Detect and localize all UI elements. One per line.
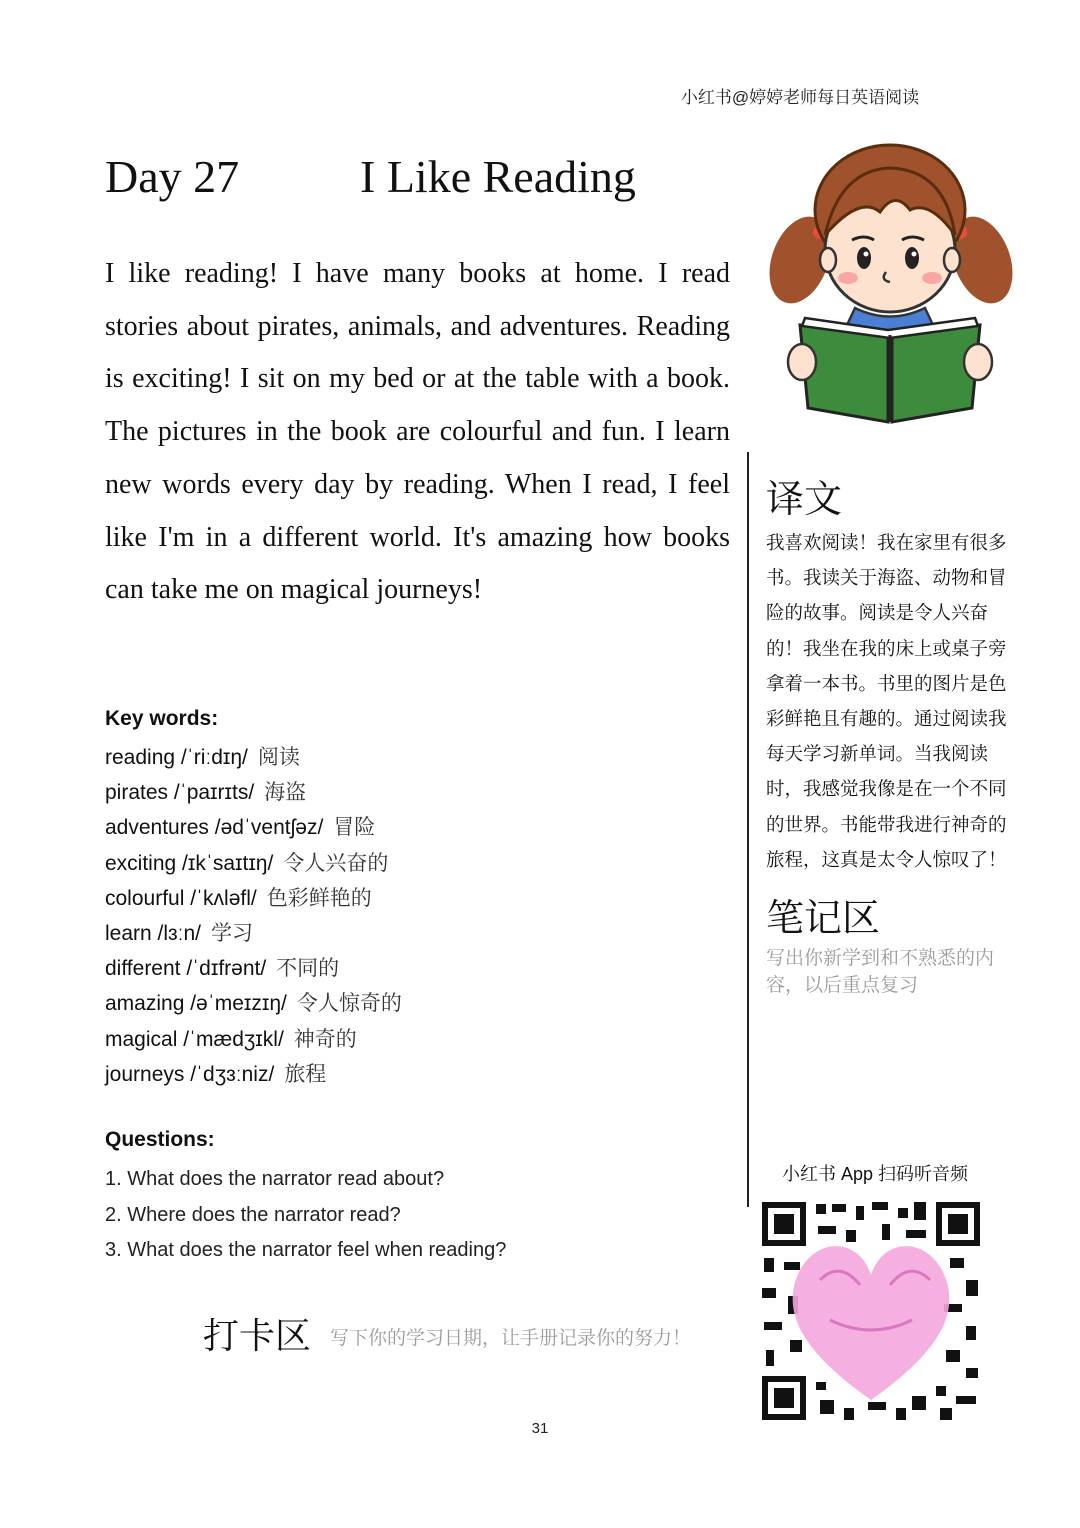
question-item: 1. What does the narrator read about? — [105, 1168, 445, 1190]
girl-reading-illustration — [760, 140, 1020, 430]
key-word-item — [105, 881, 402, 916]
key-word-entry: different /ˈdɪfrənt/ — [105, 957, 267, 981]
translation-title: 译文 — [766, 477, 843, 521]
questions-list — [105, 1162, 506, 1269]
key-word-meaning: 神奇的 — [293, 1026, 357, 1051]
key-word-entry: reading /ˈriːdɪŋ/ — [105, 746, 248, 769]
notes-hint: 写出你新学到和不熟悉的内容，以后重点复习 — [766, 948, 995, 996]
key-word-entry: exciting /ɪkˈsaɪtɪŋ/ — [105, 851, 274, 875]
key-word-meaning: 令人惊奇的 — [296, 991, 402, 1016]
key-word-meaning: 旅程 — [284, 1061, 327, 1086]
key-word-item — [105, 951, 402, 986]
page-number: 31 — [531, 1420, 549, 1437]
key-word-item — [105, 916, 402, 951]
header-tag: 小红书@婷婷老师每日英语阅读 — [680, 88, 920, 107]
question-item: 2. Where does the narrator read? — [105, 1203, 401, 1226]
key-word-item — [105, 810, 402, 845]
day-title: Day 27 — [105, 151, 240, 202]
story-title: I Like Reading — [360, 151, 636, 202]
key-word-meaning: 学习 — [211, 920, 254, 945]
key-words-heading: Key words: — [105, 707, 219, 730]
question-item: 3. What does the narrator feel when reading? — [105, 1239, 507, 1261]
key-word-item — [105, 846, 402, 881]
key-word-entry: pirates /ˈpaɪrɪts/ — [105, 781, 255, 805]
key-word-item — [105, 1022, 402, 1057]
key-word-entry: magical /ˈmædʒɪkl/ — [105, 1027, 284, 1051]
checkin-title: 打卡区 — [203, 1316, 312, 1357]
key-word-item — [105, 1057, 402, 1092]
key-word-item — [105, 775, 402, 810]
key-words-list — [105, 740, 402, 1092]
key-word-meaning: 海盗 — [264, 780, 307, 805]
qr-caption: 小红书 App 扫码听音频 — [781, 1164, 969, 1184]
key-word-item — [105, 986, 402, 1021]
questions-heading: Questions: — [105, 1128, 215, 1151]
key-word-meaning: 冒险 — [333, 815, 376, 840]
key-word-meaning: 阅读 — [257, 745, 300, 769]
key-word-meaning: 色彩鲜艳的 — [266, 885, 372, 910]
key-word-entry: adventures /ədˈventʃəz/ — [105, 816, 324, 840]
qr-code[interactable] — [760, 1200, 982, 1422]
key-word-item — [105, 740, 402, 775]
key-word-meaning: 不同的 — [276, 956, 340, 981]
key-word-entry: colourful /ˈkʌləfl/ — [105, 886, 257, 910]
column-divider — [747, 452, 749, 1207]
translation-body: 我喜欢阅读！我在家里有很多书。我读关于海盗、动物和冒险的故事。阅读是令人兴奋的！我坐在我的床上或桌子旁拿着一本书。书里的图片是色彩鲜艳且有趣的。通过阅读我每天学习新单词。当我阅读时，我感觉我像是在一个不同的世界。书能带我进行神奇的旅程，这真是太令人惊叹了！ — [766, 532, 1007, 870]
notes-title: 笔记区 — [766, 896, 881, 940]
key-word-entry: learn /lɜːn/ — [105, 921, 202, 945]
checkin-hint: 写下你的学习日期，让手册记录你的努力！ — [330, 1328, 692, 1349]
key-word-entry: journeys /ˈdʒɜːniz/ — [105, 1062, 275, 1086]
reading-passage: I like reading! I have many books at home. I read stories about pirates, animals, and adventures. Reading is exciting! I sit on my bed or at the table with a book. The pictures in the book are colourful and fun. I learn new words every day by reading. When I read, I feel like I'm in a different world. It's amazing how books can take me on magical journeys! — [105, 258, 730, 606]
key-word-meaning: 令人兴奋的 — [283, 850, 389, 875]
key-word-entry: amazing /əˈmeɪzɪŋ/ — [105, 992, 287, 1016]
